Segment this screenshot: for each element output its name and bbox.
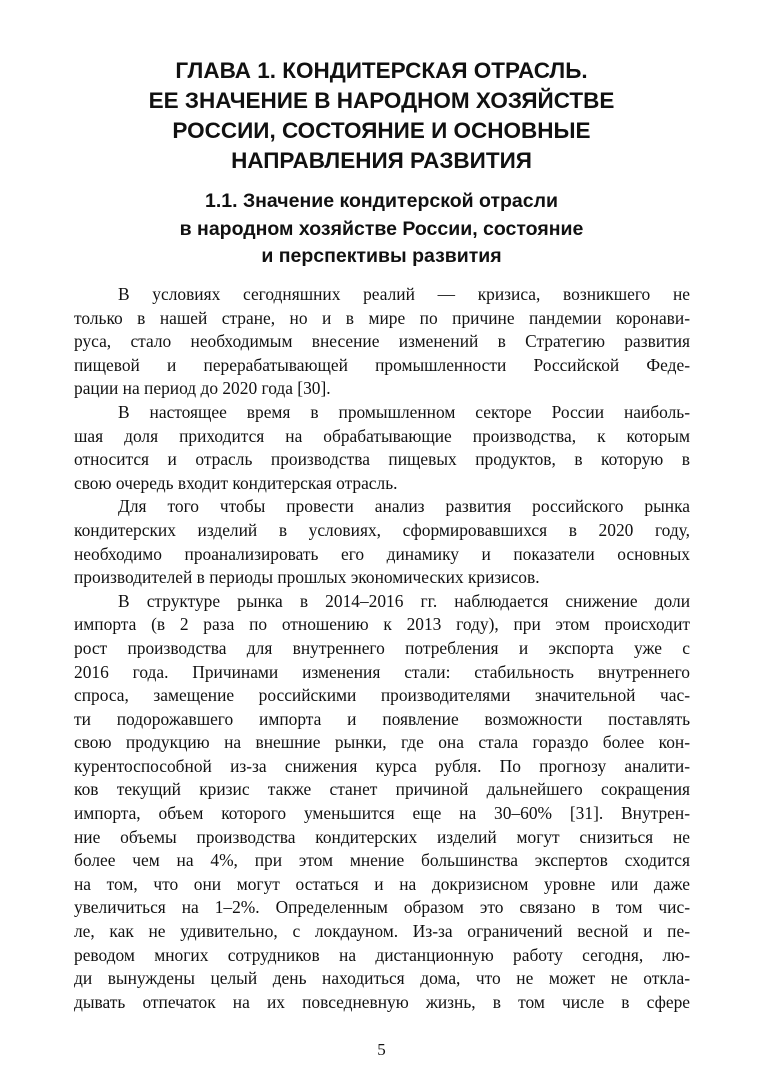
text-line: ди вынуждены целый день находиться дома, что не может не откла- [74,968,690,989]
text-line: только в нашей стране, но и в мире по причине пандемии коронави- [74,307,690,328]
text-line: на том, что они могут остаться и на докризисном уровне или даже [74,873,690,894]
text-line: производителей в периоды прошлых экономических кризисов. [74,567,540,588]
text-line: кондитерских изделий в условиях, сформировавшихся в 2020 году, [74,519,690,540]
body-text [74,283,690,1014]
text-line: свою очередь входит кондитерская отрасль. [74,472,398,493]
text-line: рации на период до 2020 года [30]. [74,378,331,399]
page-number: 5 [377,1040,386,1059]
text-line: относится и отрасль производства пищевых продуктов, в которую в [74,449,690,470]
text-line: ние объемы производства кондитерских изделий могут снизиться не [74,826,690,847]
chapter-title-line: НАПРАВЛЕНИЯ РАЗВИТИЯ [231,148,532,173]
text-line: дывать отпечаток на их повседневную жизнь, в том числе в сфере [74,991,690,1012]
chapter-title [60,56,703,176]
paragraph-3 [74,495,690,589]
text-line: В условиях сегодняшних реалий — кризиса, возникшего не [118,284,690,304]
text-line: необходимо проанализировать его динамику и показатели основных [74,543,690,564]
text-line: 2016 года. Причинами изменения стали: стабильность внутреннего [74,661,690,682]
section-title [60,188,703,271]
text-line: реводом многих сотрудников на дистанционную работу сегодня, лю- [74,944,690,965]
text-line: Для того чтобы провести анализ развития российского рынка [118,496,690,517]
chapter-title-line: ГЛАВА 1. КОНДИТЕРСКАЯ ОТРАСЛЬ. [175,58,588,83]
chapter-title-line: ЕЕ ЗНАЧЕНИЕ В НАРОДНОМ ХОЗЯЙСТВЕ [148,88,615,113]
text-line: импорта, объем которого уменьшится еще на 30–60% [31]. Внутрен- [74,803,690,824]
text-line: импорта (в 2 раза по отношению к 2013 году), при этом происходит [74,614,690,635]
text-line: курентоспособной из-за снижения курса рубля. По прогнозу аналити- [74,755,690,776]
section-title-line: 1.1. Значение кондитерской отрасли [205,190,558,212]
text-line: ле, как не удивительно, с локдауном. Из-за ограничений весной и пе- [74,921,690,942]
section-title-line: и перспективы развития [261,245,502,267]
paragraph-2 [74,401,690,495]
text-line: шая доля приходится на обрабатывающие производства, к которым [74,425,690,446]
text-line: более чем на 4%, при этом мнение большинства экспертов сходится [74,850,690,871]
text-line: ков текущий кризис также станет причиной дальнейшего сокращения [74,779,690,800]
paragraph-1 [74,283,690,401]
text-line: В настоящее время в промышленном секторе России наиболь- [118,401,690,422]
text-line: свою продукцию на внешние рынки, где она стала гораздо более кон- [74,732,690,753]
text-line: пищевой и перерабатывающей промышленности Российской Феде- [74,354,690,375]
text-line: рост производства для внутреннего потребления и экспорта уже с [74,637,690,658]
paragraph-4 [74,590,690,1015]
chapter-title-line: РОССИИ, СОСТОЯНИЕ И ОСНОВНЫЕ [172,118,591,143]
text-line: В структуре рынка в 2014–2016 гг. наблюдается снижение доли [118,590,690,611]
text-line: спроса, замещение российскими производителями значительной час- [74,685,690,706]
text-line: ти подорожавшего импорта и появление возможности поставлять [74,708,690,729]
section-title-line: в народном хозяйстве России, состояние [179,217,584,240]
text-line: увеличиться на 1–2%. Определенным образом это связано в том чис- [74,897,690,918]
text-line: руса, стало необходимым внесение изменений в Стратегию развития [74,331,690,352]
